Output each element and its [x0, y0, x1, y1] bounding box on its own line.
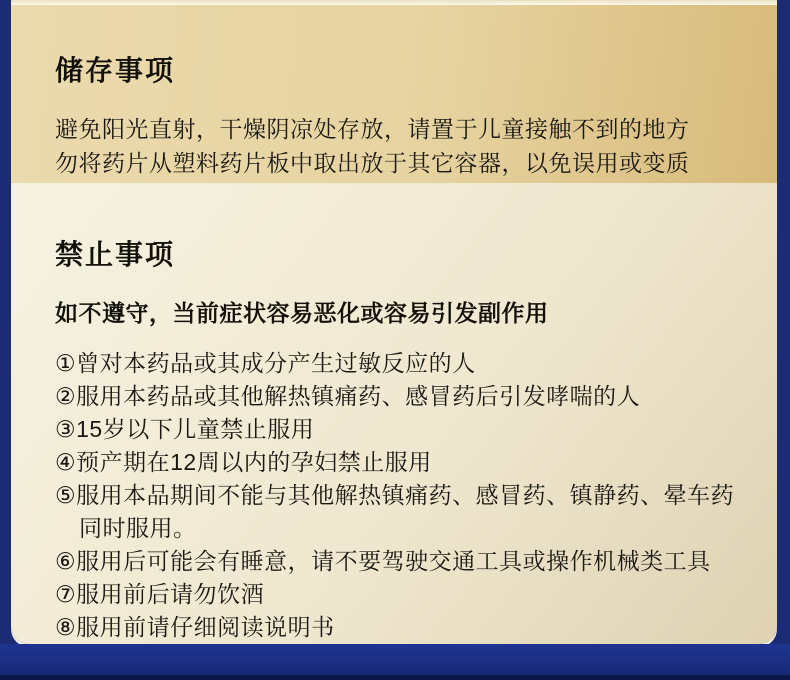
- prohibition-subtitle: 如不遵守，当前症状容易恶化或容易引发副作用: [55, 300, 549, 327]
- rule-item: ③15岁以下儿童禁止服用: [55, 416, 315, 443]
- rule-item: ⑤服用本品期间不能与其他解热镇痛药、感冒药、镇静药、晕车药同时服用。: [55, 482, 735, 542]
- bottom-edge: [0, 675, 790, 680]
- rule-item: ④预产期在12周以内的孕妇禁止服用: [55, 449, 432, 476]
- rule-item: ⑦服用前后请勿饮酒: [55, 581, 265, 608]
- rule-item: ⑥服用后可能会有睡意，请不要驾驶交通工具或操作机械类工具: [55, 548, 711, 575]
- storage-lines: [55, 112, 737, 180]
- content-column: [11, 0, 777, 644]
- rule-item: ⑧服用前请仔细阅读说明书: [55, 614, 335, 641]
- prohibition-panel: [11, 183, 777, 644]
- prohibition-title: 禁止事项: [55, 239, 176, 271]
- storage-line: 勿将药片从塑料药片板中取出放于其它容器，以免误用或变质: [55, 150, 690, 177]
- rule-item: ②服用本药品或其他解热镇痛药、感冒药后引发哮喘的人: [55, 383, 641, 410]
- prohibition-list: [55, 347, 735, 644]
- storage-title: 储存事项: [55, 55, 176, 87]
- rule-item: ①曾对本药品或其成分产生过敏反应的人: [55, 350, 476, 377]
- storage-panel: [11, 5, 777, 183]
- bottom-band: [0, 644, 790, 680]
- storage-line: 避免阳光直射，干燥阴凉处存放，请置于儿童接触不到的地方: [55, 116, 690, 143]
